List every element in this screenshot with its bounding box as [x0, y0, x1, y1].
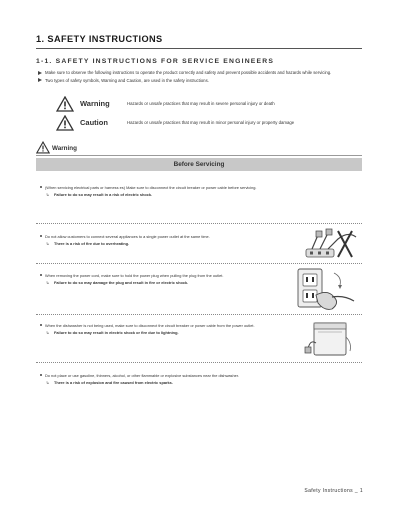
item-statement	[40, 373, 310, 378]
return-arrow-icon: ↳	[46, 330, 50, 335]
page-footer: Safety Instructions _ 1	[304, 488, 363, 494]
chapter-title: 1. SAFETY INSTRUCTIONS	[36, 34, 163, 44]
warning-heading-label: Warning	[52, 145, 77, 152]
symbol-description: Hazards or unsafe practices that may result in minor personal injury or property damage	[127, 120, 295, 125]
item-statement	[40, 185, 290, 190]
symbol-row-caution	[56, 115, 366, 134]
before-servicing-bar: Before Servicing	[36, 158, 362, 171]
item-statement	[40, 234, 290, 239]
item-statement	[40, 273, 290, 278]
item-result-text: Failure to do so may damage the plug and result in fire or electric shock.	[54, 280, 189, 285]
arrow-right-icon	[38, 71, 42, 75]
intro-text: Two types of safety symbols, Warning and Caution, are used in the safety instructions.	[45, 77, 209, 83]
plug-outlet-illustration-icon	[294, 267, 358, 313]
symbol-row-warning	[56, 96, 366, 115]
item-text-block	[40, 273, 290, 285]
item-statement-text: When removing the power cord, make sure to hold the power plug when pulling the plug from the outlet.	[45, 273, 224, 278]
bullet-icon	[40, 235, 42, 237]
item-text-block	[40, 234, 290, 246]
item-statement-text: (When servicing electrical parts or harness es) Make sure to disconnect the circuit breaker or power cable before servicing.	[45, 185, 257, 190]
return-arrow-icon: ↳	[46, 192, 50, 197]
item-result-text: There is a risk of fire due to overheating.	[54, 241, 130, 246]
intro-text: Make sure to observe the following instructions to operate the product correctly and safety and prevent possible accidents and hazards while servicing.	[45, 70, 332, 75]
warning-triangle-icon	[56, 96, 74, 112]
multi-plug-illustration-icon	[304, 227, 360, 263]
item-result	[40, 241, 290, 246]
item-text-block	[40, 373, 310, 385]
intro-list	[37, 70, 363, 85]
intro-item	[37, 78, 363, 84]
section-title: 1-1. SAFETY INSTRUCTIONS FOR SERVICE ENGINEERS	[36, 58, 275, 65]
return-arrow-icon: ↳	[46, 380, 50, 385]
dishwasher-unplug-illustration-icon	[304, 319, 356, 359]
return-arrow-icon: ↳	[46, 241, 50, 246]
warning-triangle-icon	[36, 141, 50, 154]
item-statement-text: When the dishwasher is not being used, make sure to disconnect the circuit breaker or power cable from the power outlet.	[45, 323, 255, 328]
bullet-icon	[40, 274, 42, 276]
safety-symbols	[56, 96, 366, 134]
chapter-title-rule	[36, 48, 362, 49]
item-result	[40, 192, 290, 197]
warning-heading-rule	[36, 155, 362, 156]
intro-item	[37, 70, 363, 76]
safety-item	[36, 224, 362, 264]
symbol-description: Hazards or unsafe practices that may result in severe personal injury or death	[127, 101, 275, 106]
item-statement-text: Do not place or use gasoline, thinners, alcohol, or other flammable or explosive substances near the dishwasher.	[45, 373, 239, 378]
safety-item	[36, 363, 362, 411]
item-result	[40, 380, 310, 385]
bullet-icon	[40, 324, 42, 326]
symbol-label: Caution	[80, 118, 108, 127]
symbol-label: Warning	[80, 99, 110, 108]
item-result-text: Failure to do so may result in electric shock or fire due to lightning.	[54, 330, 179, 335]
safety-item	[36, 264, 362, 315]
bullet-icon	[40, 374, 42, 376]
item-result	[40, 330, 290, 335]
safety-item	[36, 315, 362, 363]
safety-item	[36, 171, 362, 224]
arrow-right-icon	[38, 78, 42, 82]
safety-items-list	[36, 171, 362, 411]
bullet-icon	[40, 186, 42, 188]
item-text-block	[40, 185, 290, 197]
item-statement-text: Do not allow customers to connect several appliances to a single power outlet at the same time.	[45, 234, 210, 239]
return-arrow-icon: ↳	[46, 280, 50, 285]
item-result-text: Failure to do so may result in a risk of electric shock.	[54, 192, 153, 197]
item-result-text: There is a risk of explosion and fire caused from electric sparks.	[54, 380, 173, 385]
item-result	[40, 280, 290, 285]
item-text-block	[40, 323, 290, 335]
caution-triangle-icon	[56, 115, 74, 131]
item-statement	[40, 323, 290, 328]
